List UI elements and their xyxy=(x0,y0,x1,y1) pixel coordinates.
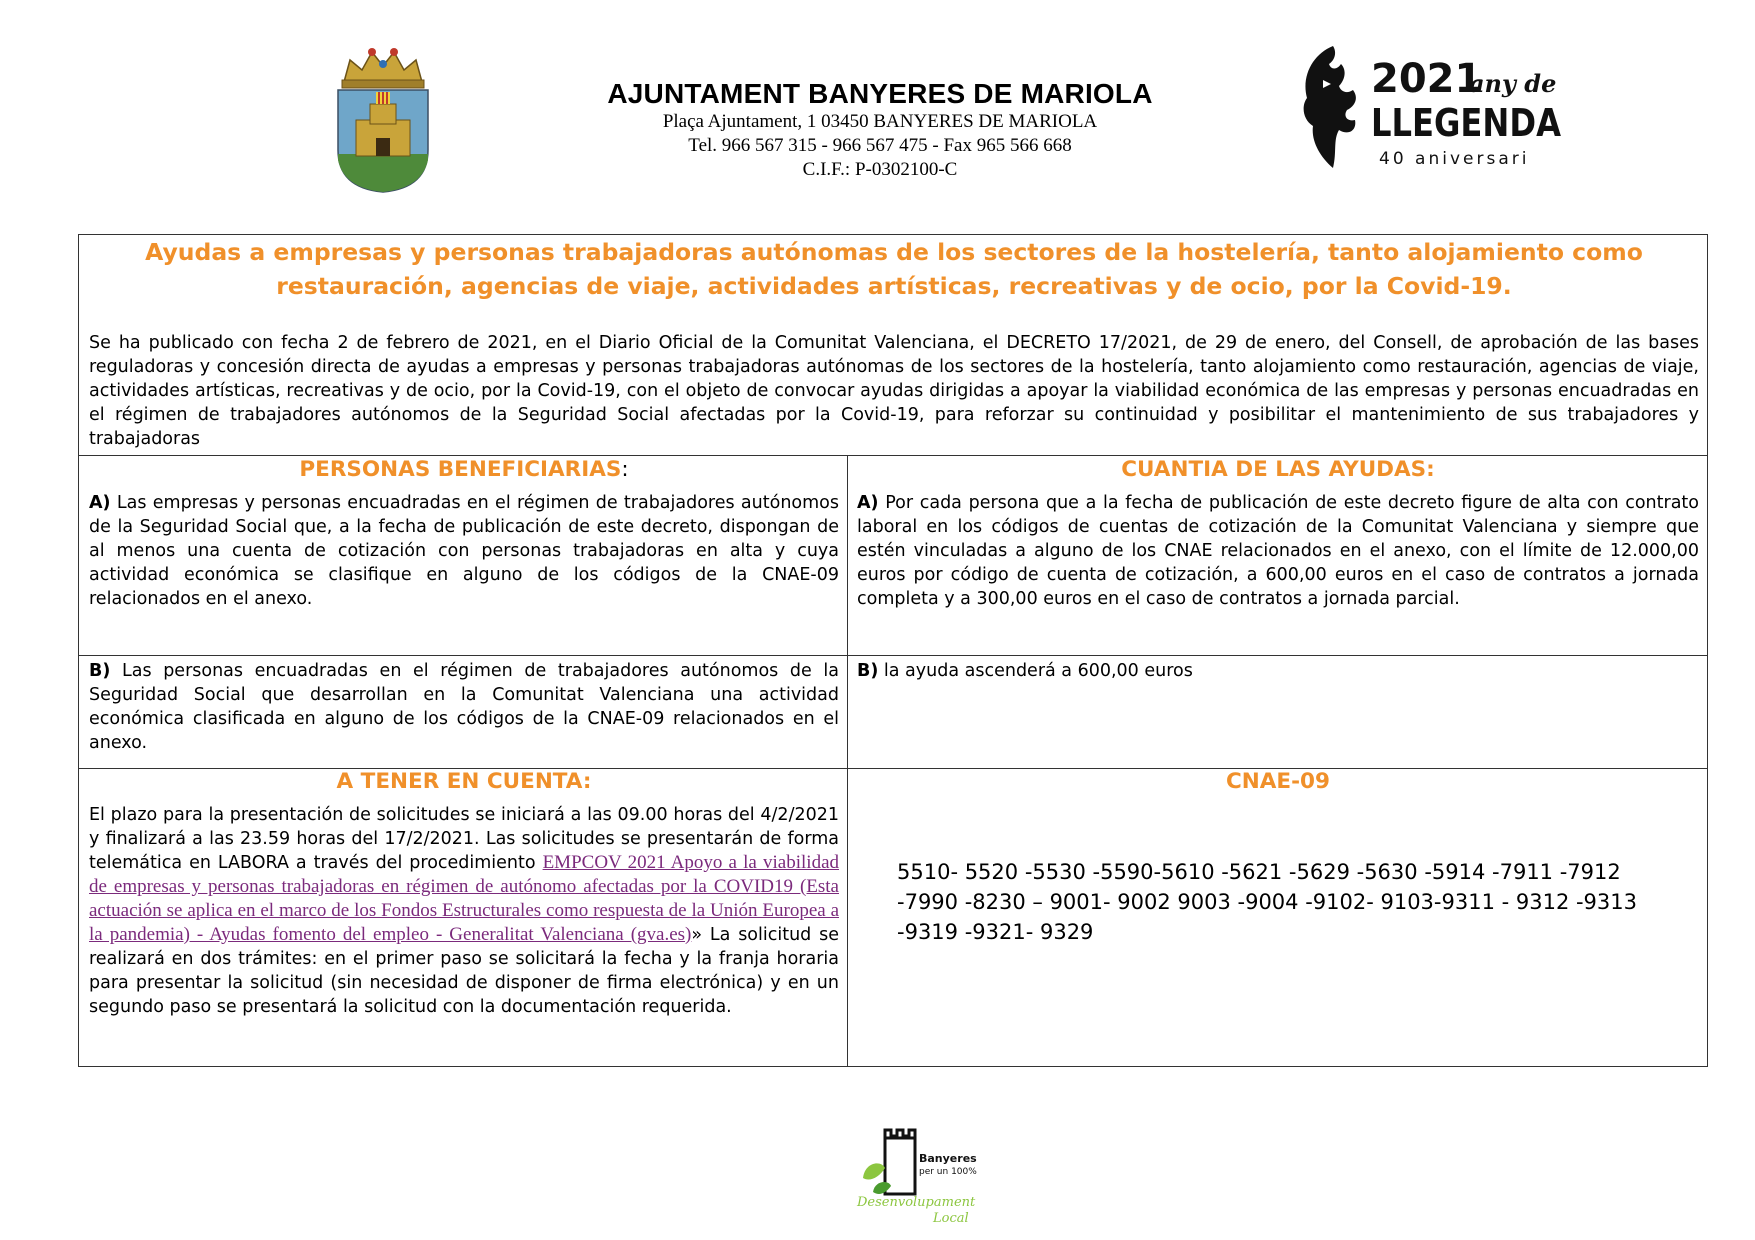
anniversary-subtitle: 40 aniversari xyxy=(1379,149,1530,169)
cuantia-b-text: B) la ayuda ascenderá a 600,00 euros xyxy=(857,661,1193,681)
cuantia-b-cell xyxy=(857,659,1699,683)
organization-phones: Tel. 966 567 315 - 966 567 475 - Fax 965 566 668 xyxy=(688,135,1072,156)
beneficiarias-b-cell xyxy=(89,659,839,755)
row-divider xyxy=(79,455,1707,456)
anniversary-logo xyxy=(1293,40,1573,176)
row-divider xyxy=(79,655,1707,656)
cnae-heading: CNAE-09 xyxy=(1226,769,1330,794)
tener-en-cuenta-cell xyxy=(89,769,839,1019)
tener-en-cuenta-text: El plazo para la presentación de solicitudes se iniciará a las 09.00 horas del 4/2/2021 y finalizará a las 23.59 horas del 17/2/2021. Las solicitudes se presentarán de forma telemática en LABORA a través del procedimiento EMPCOV 2021 Apoyo a la viabilidad de empresas y personas trabajadoras en régimen de autónomo afectadas por la COVID19 (Esta actuación se aplica en el marco de los Fondos Estructurales como respuesta de la Unión Europea a la pandemia) - Ayudas fomento del empleo - Generalitat Valenciana (gva.es)» La solicitud se realizará en dos trámites: en el primer paso se solicitará la fecha y la franja horaria para presentar la solicitud (sin necesidad de disponer de firma electrónica) y en un segundo paso se presentará la solicitud con la documentación requerida. xyxy=(89,805,840,1017)
tener-en-cuenta-heading: A TENER EN CUENTA: xyxy=(336,769,592,794)
cuantia-heading: CUANTIA DE LAS AYUDAS: xyxy=(1121,457,1435,482)
beneficiarias-heading: PERSONAS BENEFICIARIAS: xyxy=(299,457,629,482)
info-table xyxy=(78,234,1708,1067)
beneficiarias-b-text: B) Las personas encuadradas en el régimen de trabajadores autónomos de la Seguridad Social que desarrollan en la Comunitat Valenciana una actividad económica clasificada en alguno de los códigos de la CNAE-09 relacionados en el anexo. xyxy=(89,661,839,753)
organization-cif: C.I.F.: P-0302100-C xyxy=(802,159,958,180)
anniversary-year: 2021 xyxy=(1371,56,1483,102)
logo-per-un-text: per un 100% xyxy=(919,1167,977,1177)
beneficiarias-cell xyxy=(89,457,839,611)
intro-paragraph: Se ha publicado con fecha 2 de febrero de 2021, en el Diario Oficial de la Comunitat Valenciana, el DECRETO 17/2021, de 29 de enero, del Consell, de aprobación de las bases reguladoras y concesión directa de ayudas a empresas y personas trabajadoras autónomas de los sectores de la hostelería, tanto alojamiento como restauración, agencias de viaje, actividades artísticas, recreativas y de ocio, por la Covid-19, con el objeto de convocar ayudas dirigidas a apoyar la viabilidad económica de las empresas y personas encuadradas en el régimen de trabajadores autónomos de la Seguridad Social afectadas por la Covid-19, para reforzar su continuidad y posibilitar el mantenimiento de sus trabajadores y trabajadoras xyxy=(89,333,1699,449)
logo-banyeres-text: Banyeres xyxy=(919,1152,977,1165)
empcov-procedure-link[interactable]: EMPCOV 2021 Apoyo a la viabilidad de empresas y personas trabajadoras en régimen de autónomo afectadas por la COVID19 (Esta actuación se aplica en el marco de los Fondos Estructurales como respuesta de la Unión Europea a la pandemia) - Ayudas fomento del empleo - Generalitat Valenciana (gva.es) xyxy=(89,852,840,945)
letterhead xyxy=(560,78,1200,182)
logo-desenvolupament-text: Desenvolupament xyxy=(857,1195,976,1210)
document-title: Ayudas a empresas y personas trabajadoras autónomas de los sectores de la hostelería, tanto alojamiento como restauración, agencias de viaje, actividades artísticas, recreativas y de ocio, por la Covid-19. xyxy=(145,238,1643,300)
logo-local-text: Local xyxy=(933,1211,969,1226)
desenvolupament-local-logo xyxy=(855,1128,983,1228)
cnae-codes: 5510- 5520 -5530 -5590-5610 -5621 -5629 -5630 -5914 -7911 -7912 -7990 -8230 – 9001- 9002 9003 -9004 -9102- 9103-9311 - 9312 -9313 -9319 -9321- 9329 xyxy=(897,860,1638,944)
organization-name: AJUNTAMENT BANYERES DE MARIOLA xyxy=(607,78,1153,109)
municipal-coat-of-arms xyxy=(332,42,434,194)
organization-address: Plaça Ajuntament, 1 03450 BANYERES DE MARIOLA xyxy=(662,111,1098,132)
column-divider xyxy=(847,455,848,1067)
cuantia-a-text: A) Por cada persona que a la fecha de publicación de este decreto figure de alta con contrato laboral en los códigos de cuentas de cotización de la Comunitat Valenciana y siempre que estén vinculadas a alguno de los CNAE relacionados en el anexo, con el límite de 12.000,00 euros por código de cuenta de cotización, a 600,00 euros en el caso de contratos a jornada completa y a 300,00 euros en el caso de contratos a jornada parcial. xyxy=(857,493,1699,609)
cuantia-cell xyxy=(857,457,1699,611)
beneficiarias-a-text: A) Las empresas y personas encuadradas en el régimen de trabajadores autónomos de la Seguridad Social que, a la fecha de publicación de este decreto, dispongan de al menos una cuenta de cotización con personas trabajadoras en alta y cuya actividad económica se clasifique en alguno de los códigos de la CNAE-09 relacionados en el anexo. xyxy=(89,493,839,609)
anniversary-any-de: any de xyxy=(1469,69,1557,98)
anniversary-llegenda: LLEGENDA xyxy=(1371,101,1562,145)
cnae-cell xyxy=(857,769,1699,947)
